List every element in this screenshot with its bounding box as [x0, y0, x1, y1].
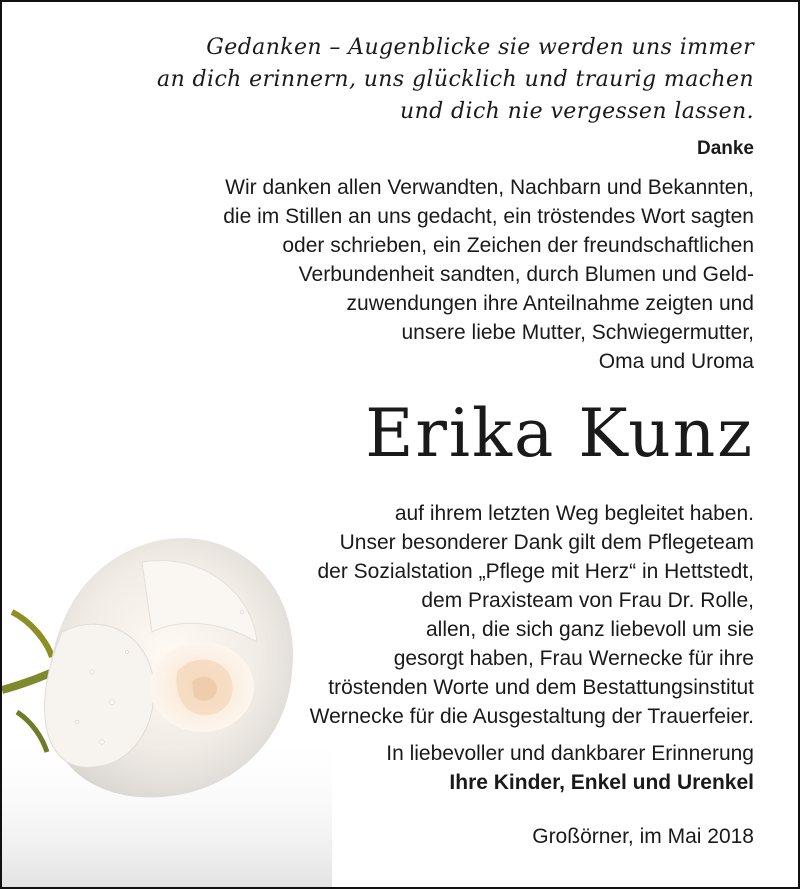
- family-signature: Ihre Kinder, Enkel und Urenkel: [449, 771, 754, 794]
- text-line: Verbundenheit sandten, durch Blumen und Geld-: [298, 263, 754, 286]
- text-line: dem Praxisteam von Frau Dr. Rolle,: [421, 589, 754, 612]
- thanks-paragraph: [223, 173, 754, 376]
- closing-paragraph: [310, 499, 754, 731]
- text-line: gesorgt haben, Frau Wernecke für ihre: [393, 647, 754, 670]
- text-line: Oma und Uroma: [598, 350, 754, 373]
- text-line: tröstenden Worte und dem Bestattungsinstitut: [328, 676, 754, 699]
- quote-line: und dich nie vergessen lassen.: [400, 99, 754, 124]
- text-line: Wir danken allen Verwandten, Nachbarn und Bekannten,: [225, 176, 754, 199]
- text-line: Unser besonderer Dank gilt dem Pflegeteam: [339, 531, 754, 554]
- quote-line: Gedanken – Augenblicke sie werden uns immer: [206, 35, 754, 60]
- text-line: auf ihrem letzten Weg begleitet haben.: [394, 502, 754, 525]
- memorial-quote: [157, 32, 754, 128]
- text-line: oder schrieben, ein Zeichen der freundschaftlichen: [282, 234, 754, 257]
- farewell-line: In liebevoller und dankbarer Erinnerung: [386, 742, 754, 765]
- signature-block: [386, 739, 754, 797]
- place-date: Großörner, im Mai 2018: [532, 825, 754, 848]
- quote-line: an dich erinnern, uns glücklich und traurig machen: [157, 67, 754, 92]
- text-line: allen, die sich ganz liebevoll um sie: [425, 618, 754, 641]
- text-line: die im Stillen an uns gedacht, ein tröstendes Wort sagten: [223, 205, 754, 228]
- text-line: unsere liebe Mutter, Schwiegermutter,: [401, 321, 754, 344]
- thanks-heading: Danke: [696, 138, 754, 159]
- white-rose-image: [2, 522, 332, 887]
- deceased-name: Erika Kunz: [365, 395, 754, 472]
- text-line: zuwendungen ihre Anteilnahme zeigten und: [346, 292, 754, 315]
- text-line: Wernecke für die Ausgestaltung der Trauerfeier.: [309, 705, 754, 728]
- text-line: der Sozialstation „Pflege mit Herz“ in Hettstedt,: [317, 560, 754, 583]
